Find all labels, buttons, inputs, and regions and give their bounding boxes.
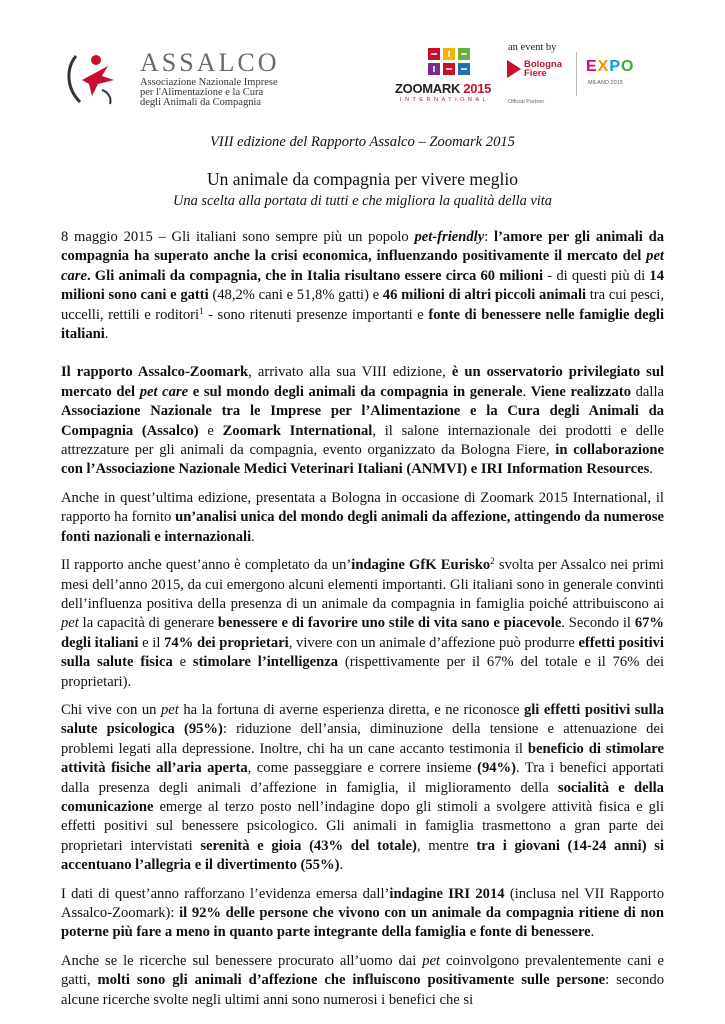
bologna-fiere-line: Fiere — [524, 68, 547, 79]
text-run: . — [104, 326, 109, 343]
text-run: pet-friendly — [414, 229, 485, 245]
document-body — [61, 128, 664, 1010]
text-run: stimolare l’intelligenza — [192, 654, 339, 671]
text-run: e sul mondo degli animali da compagnia in generale — [188, 383, 523, 400]
assalco-sub-line: Associazione Nazionale Imprese — [140, 77, 278, 88]
text-run: 8 maggio 2015 – Gli italiani sono sempre più un popolo — [61, 229, 415, 245]
text-run: e il — [138, 634, 165, 651]
text-run: in collaborazione con l’Associazione Nazionale Medici Veterinari Italiani (ANMVI) e IRI Information Resources — [61, 442, 664, 478]
text-run: (rispettivamente per il 67% del totale e il 76% dei proprietari). — [61, 654, 665, 690]
text-run: . Tra i benefici apportati dalla presenza degli animali d’affezione in famiglia, il miglioramento della — [61, 760, 664, 796]
text-run: (48,2% cani e 51,8% gatti) e — [208, 287, 383, 304]
text-run: un’analisi unica del mondo degli animali da affezione, attingendo da numerose fonti nazionali e internazionali — [61, 509, 664, 545]
assalco-logo-icon — [62, 46, 124, 108]
text-run: coinvolgono prevalentemente cani e gatti, — [61, 952, 664, 989]
zoomark-wordmark — [395, 81, 491, 96]
paragraph — [61, 489, 664, 547]
text-run: benessere e di favorire uno stile di vita sano e piacevole — [217, 615, 562, 632]
text-run: 46 milioni di altri piccoli animali — [382, 287, 587, 304]
text-run: - sono ritenuti presenze importanti e — [203, 306, 429, 323]
edition-line: VIII edizione del Rapporto Assalco – Zoomark 2015 — [210, 134, 515, 150]
text-run: dalla — [631, 383, 664, 400]
zoomark-icons-icon — [428, 48, 472, 78]
text-run: effetti positivi sulla salute fisica — [61, 634, 664, 671]
paragraph — [61, 952, 664, 1010]
header-divider — [576, 52, 577, 96]
an-event-label: an event by — [508, 42, 557, 53]
bologna-fiere-name — [524, 60, 562, 78]
official-partner-label: Official Partner — [508, 99, 545, 105]
text-run: e — [198, 422, 223, 439]
text-run: , arrivato alla sua VIII edizione, — [248, 364, 452, 381]
text-run: (94%) — [477, 760, 516, 777]
expo-letter: O — [621, 58, 635, 75]
text-run: , mentre — [416, 837, 477, 854]
text-run: beneficio di stimolare attività fisiche all’aria aperta — [61, 740, 664, 777]
paragraph — [61, 701, 664, 876]
text-run: Il rapporto anche quest’anno è completato da un’ — [61, 557, 352, 574]
text-run: tra i giovani (14-24 anni) si accentuano l’allegria e il divertimento (55%) — [61, 837, 665, 874]
footnote-ref: 1 — [199, 305, 204, 316]
bologna-fiere-logo-icon — [507, 60, 521, 78]
text-run: 14 milioni sono cani e gatti — [61, 267, 665, 304]
text-run: l’amore per gli animali da compagnia ha superato anche la crisi economica, influenzando positivamente il mercato del — [61, 229, 665, 265]
document-title: Un animale da compagnia per vivere meglio — [207, 169, 518, 189]
assalco-subtitle — [140, 78, 278, 108]
text-run: tra cui pesci, uccelli, rettili e roditori — [61, 287, 664, 323]
bologna-fiere-line: Bologna — [524, 59, 562, 70]
text-run: 67% degli italiani — [61, 615, 664, 651]
text-run: pet — [422, 952, 441, 969]
text-run: . — [649, 461, 653, 478]
expo-subtitle: MILANO 2015 — [588, 80, 623, 86]
expo-letter: X — [597, 58, 610, 75]
text-run: . Secondo il — [561, 615, 635, 632]
text-run: emerge al terzo posto nell’indagine dopo gli stimoli a svolgere attività fisica e gli effetti positivi sul benessere psicologico. Gli animali in famiglia trasmettono a gran parte dei proprietari intervistati — [61, 798, 664, 854]
text-run: e — [172, 654, 193, 671]
text-run: : — [484, 229, 494, 245]
paragraph — [61, 556, 664, 692]
text-run: Associazione Nazionale tra le Imprese per l’Alimentazione e la Cura degli Animali da Compagnia (Assalco) — [61, 403, 664, 439]
text-run: molti sono gli animali d’affezione che influiscono positivamente sulle persone — [97, 972, 606, 989]
zoomark-text: ZOOMARK — [395, 81, 461, 96]
text-run: serenità e gioia (43% del totale) — [200, 837, 417, 854]
text-run: 74% dei proprietari — [164, 634, 289, 651]
text-run: pet care — [61, 248, 664, 284]
text-run: Chi vive con un — [61, 701, 161, 718]
text-run: socialità e della comunicazione — [61, 779, 664, 815]
zoomark-international: INTERNATIONAL — [400, 97, 490, 103]
assalco-sub-line: degli Animali da Compagnia — [140, 97, 262, 108]
text-run: I dati di quest’anno rafforzano l’evidenza emersa dall’ — [61, 885, 390, 902]
text-run: indagine GfK Eurisko — [351, 557, 491, 574]
text-run: ha la fortuna di averne esperienza diretta, e ne riconosce — [178, 701, 524, 718]
document-subtitle: Una scelta alla portata di tutti e che migliora la qualità della vita — [173, 193, 552, 209]
paragraph — [61, 885, 664, 943]
text-run: Viene realizzato — [530, 383, 631, 400]
assalco-name: ASSALCO — [140, 48, 280, 77]
text-run: . — [590, 924, 595, 941]
text-run: : riduzione dell’ansia, diminuzione della tensione e attenuazione dei problemi legati alla depressione. Inoltre, chi ha un cane accanto testimonia il — [61, 721, 664, 757]
text-run: pet — [61, 615, 79, 632]
text-run: (inclusa nel VII Rapporto Assalco-Zoomark): — [61, 885, 664, 921]
text-run: Il rapporto Assalco-Zoomark — [61, 364, 249, 381]
footnote-ref: 2 — [490, 556, 495, 567]
zoomark-year: 2015 — [463, 81, 492, 96]
text-run: . — [522, 383, 531, 400]
text-run: . Gli animali da compagnia, che in Italia risultano essere circa 60 milioni — [86, 267, 544, 284]
text-run: Anche in quest’ultima edizione, presentata a Bologna in occasione di Zoomark 2015 International, il rapporto ha fornito — [61, 489, 664, 526]
paragraph — [61, 363, 664, 479]
text-run: il 92% delle persone che vivono con un animale da compagnia ritiene di non poterne più fare a meno in quanto parte integrante della famiglia e fonte di benessere — [61, 905, 664, 941]
text-run: Anche se le ricerche sul benessere procurato all’uomo dai — [61, 952, 423, 969]
text-run: la capacità di generare — [78, 615, 218, 632]
text-run: , il salone internazionale dei prodotti e delle attrezzature per gli animali da compagnia, evento organizzato da Bologna Fiere, — [61, 422, 664, 459]
text-run: , vivere con un animale d’affezione può produrre — [288, 634, 579, 651]
expo-logo — [586, 58, 634, 76]
text-run: . — [339, 857, 344, 874]
paragraph — [61, 228, 664, 344]
page-header — [0, 0, 725, 110]
text-run: Zoomark International — [222, 422, 373, 439]
text-run: , come passeggiare e correre insieme — [247, 760, 478, 777]
text-run: - di questi più di — [543, 267, 650, 284]
text-run: : secondo alcune ricerche svolte negli ultimi anni sono numerosi i benefici che si — [61, 972, 664, 1008]
text-run: indagine IRI 2014 — [389, 885, 505, 902]
text-run: fonte di benessere nelle famiglie degli italiani — [61, 306, 665, 343]
text-run: è un osservatorio privilegiato sul mercato del — [61, 364, 665, 400]
text-run: pet care — [139, 383, 189, 400]
text-run: gli effetti positivi sulla salute psicologica (95%) — [61, 701, 664, 738]
text-run: pet — [160, 701, 179, 718]
assalco-sub-line: per l'Alimentazione e la Cura — [140, 87, 264, 98]
text-run: . — [251, 528, 255, 545]
expo-letter: P — [609, 58, 622, 75]
text-run: svolta per Assalco nei primi mesi dell’anno 2015, da cui emergono alcuni elementi importanti. Gli italiani sono in generale convinti dell’influenza positiva della presenza di un animale da compagnia in famiglia poiché attribuiscono ai — [61, 557, 664, 612]
expo-letter: E — [586, 58, 598, 75]
